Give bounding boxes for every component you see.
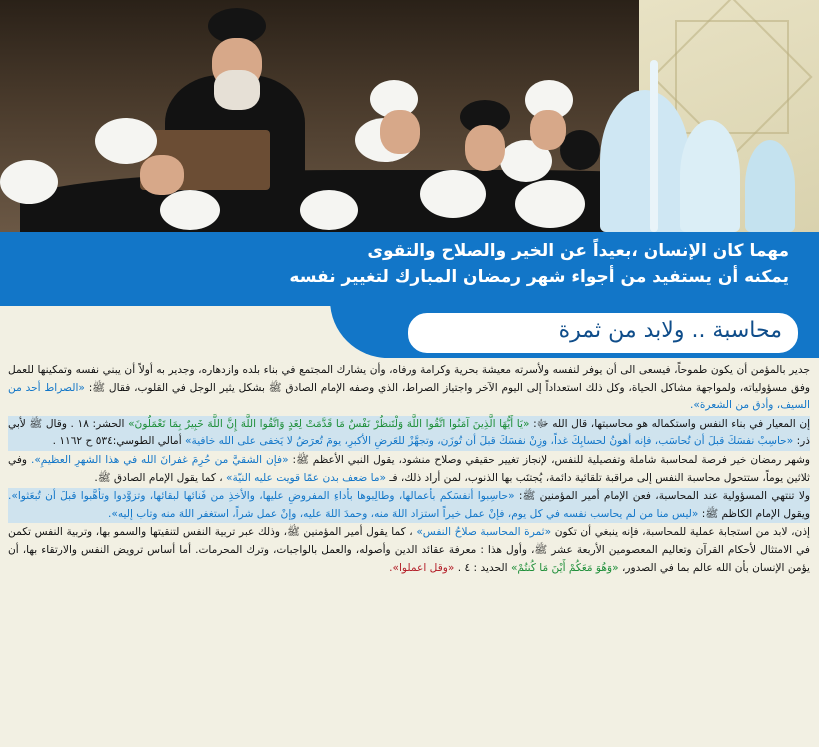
paragraph-1 bbox=[8, 362, 810, 415]
citation: الحديد : ٤ . bbox=[457, 561, 508, 574]
article-body bbox=[8, 362, 810, 744]
paragraph-text: جدير بالمؤمن أن يكون طموحاً، فيسعى الى أن يوفر لنفسه ولأسرته معيشة بحرية وكرامة ورفاه، وأن يشارك المجتمع في بناء بلده وازدهاره، وجدير به أولاً أن يبني نفسه وتمكينها للعمل وفق مسؤولياته، ولمواجهة مشاكل الحياة، وكل ذلك استعداداً إلى اليوم الآخر واجتياز الصراط، الذي وصفه الإمام الصادق ﷺ بشكل يثير الوجل في القلوب، فقال ﷺ: bbox=[8, 364, 810, 394]
header-photo bbox=[0, 0, 819, 232]
hadith-quote: «ثمرة المحاسبة صلاحُ النفس» bbox=[416, 526, 552, 539]
turban bbox=[0, 160, 58, 204]
paragraph-text: ، كما يقول أمير المؤمنين ﷺ، وذلك عبر تربية النفس لتنقيتها والسمو بها، وتربية النفس تكمن في الامتثال لأحكام القرآن وتعاليم المعصومين الأربعة عشر ﷺ، وأول هذا : معرفة عقائد الدين وأصوله، والعمل بالواجبات، وترك المحرمات. أما أساس ترويض النفس والارتقاء بها، أن يؤمن الإنسان بأن الله عالم بما في الصدور، bbox=[8, 526, 810, 574]
turban bbox=[160, 190, 220, 230]
hadith-quote: «فإن الشقيَّ من حُرِمَ غفرانَ الله في هذا الشهرِ العظيمِ». bbox=[30, 453, 289, 466]
paragraph-text: ، كما يقول الإمام الصادق ﷺ. bbox=[94, 471, 223, 484]
hadith-quote: «الصراط أحد من السيف، وأدق من الشعرة». bbox=[8, 381, 810, 412]
face bbox=[465, 125, 505, 171]
lead-band bbox=[0, 232, 819, 306]
turban bbox=[420, 170, 486, 218]
face bbox=[530, 110, 566, 150]
face bbox=[380, 110, 420, 154]
paragraph-text: وشهر رمضان خير فرصة لمحاسبة شاملة وتفصيلية للنفس، لإنجاز تغيير حقيقي وصلاح منشود، يقول النبي الأعظم ﷺ: bbox=[292, 453, 811, 466]
paragraph-text: ويقول الإمام الكاظم ﷺ: bbox=[701, 507, 810, 520]
title-pill bbox=[405, 310, 801, 356]
speaker-beard bbox=[214, 70, 260, 110]
turban bbox=[515, 180, 585, 228]
turban bbox=[95, 118, 157, 164]
paragraph-2 bbox=[8, 416, 810, 451]
paragraph-text: إذن، لابد من استجابة عملية للمحاسبة، فإنه ينبغي أن تكون bbox=[554, 526, 811, 539]
paragraph-text: ولا تنتهي المسؤولية عند المحاسبة، فعن الإمام أمير المؤمنين ﷺ: bbox=[518, 490, 810, 503]
hadith-quote: «ليس منا من لم يحاسب نفسه في كل يوم، فإنْ عمل خيراً استزاد اللهَ منه، وحمدَ اللهَ عليه، وإنْ عمل شراً، استغفر اللهَ منه وتاب إليه». bbox=[108, 507, 699, 520]
hadith-quote: «ما ضعف بدن عمّا قويت عليه النيّة» bbox=[226, 471, 386, 484]
article-title: محاسبة .. ولابد من ثمرة bbox=[558, 318, 782, 343]
hadith-quote: «حاسِبوا أنفسَكم بأعمالها، وطالِبوها بأداءِ المفروضِ عليها، والأخذِ من فَنائها لبقائها، وتزوَّدوا وتأهَّبوا قبلَ أن تُبعَثوا». bbox=[8, 490, 515, 503]
paragraph-4 bbox=[8, 488, 810, 523]
paragraph-text: إن المعيار في بناء النفس واستكماله هو محاسبتها، قال الله ﷻ: bbox=[533, 417, 811, 430]
turban bbox=[300, 190, 358, 230]
closing-quote: «وقل اعملوا». bbox=[389, 561, 455, 574]
paragraph-text: وفي ثلاثين يوماً، ستتحول محاسبة النفس إلى مراقبة تلقائية دائمة، يُجتنَب بها الذنوب، لمن أراد ذلك، فـ bbox=[8, 453, 810, 484]
turban bbox=[560, 130, 600, 170]
lead-line-2: يمكنه أن يستفيد من أجواء شهر رمضان المبارك لتغيير نفسه bbox=[289, 267, 789, 287]
paragraph-3 bbox=[8, 452, 810, 487]
hadith-quote: «حاسِبْ نفسَكَ قبلَ أن تُحاسَب، فإنه أهونُ لحسابِكَ غداً، وزِنْ نفسَكَ قبلَ أن تُوزَن، وتجهَّزْ للعَرضِ الأكبرِ، يومَ تُعرَضُ لا يَخفى على الله خافية» bbox=[185, 435, 794, 448]
paragraph-text: الحشر: ١٨ . وقال ﷺ لأبي ذر: bbox=[8, 417, 810, 448]
paragraph-5 bbox=[8, 524, 810, 577]
title-bar bbox=[0, 300, 819, 358]
star-ornament-icon bbox=[675, 20, 789, 134]
mosque-dome-icon bbox=[680, 120, 740, 232]
citation: أمالي الطوسي:٥٣٤ ح ١١٦٢ . bbox=[52, 435, 182, 448]
mosque-dome-icon bbox=[600, 90, 690, 232]
minaret-icon bbox=[650, 60, 658, 232]
lead-line-1: مهما كان الإنسان ،بعيداً عن الخير والصلاح والتقوى bbox=[367, 241, 789, 261]
mosque-dome-icon bbox=[745, 140, 795, 232]
face bbox=[140, 155, 184, 195]
quran-verse: «وَهُوَ مَعَكُمْ أَيْنَ مَا كُنتُمْ» bbox=[510, 561, 619, 574]
quran-verse: «يَا أَيُّهَا الَّذِينَ آمَنُوا اتَّقُوا اللَّهَ وَلْتَنظُرْ نَفْسٌ مَا قَدَّمَتْ لِغَدٍ وَاتَّقُوا اللَّهَ إِنَّ اللَّهَ خَبِيرٌ بِمَا تَعْمَلُونَ» bbox=[128, 417, 530, 430]
lead-text bbox=[29, 238, 789, 290]
